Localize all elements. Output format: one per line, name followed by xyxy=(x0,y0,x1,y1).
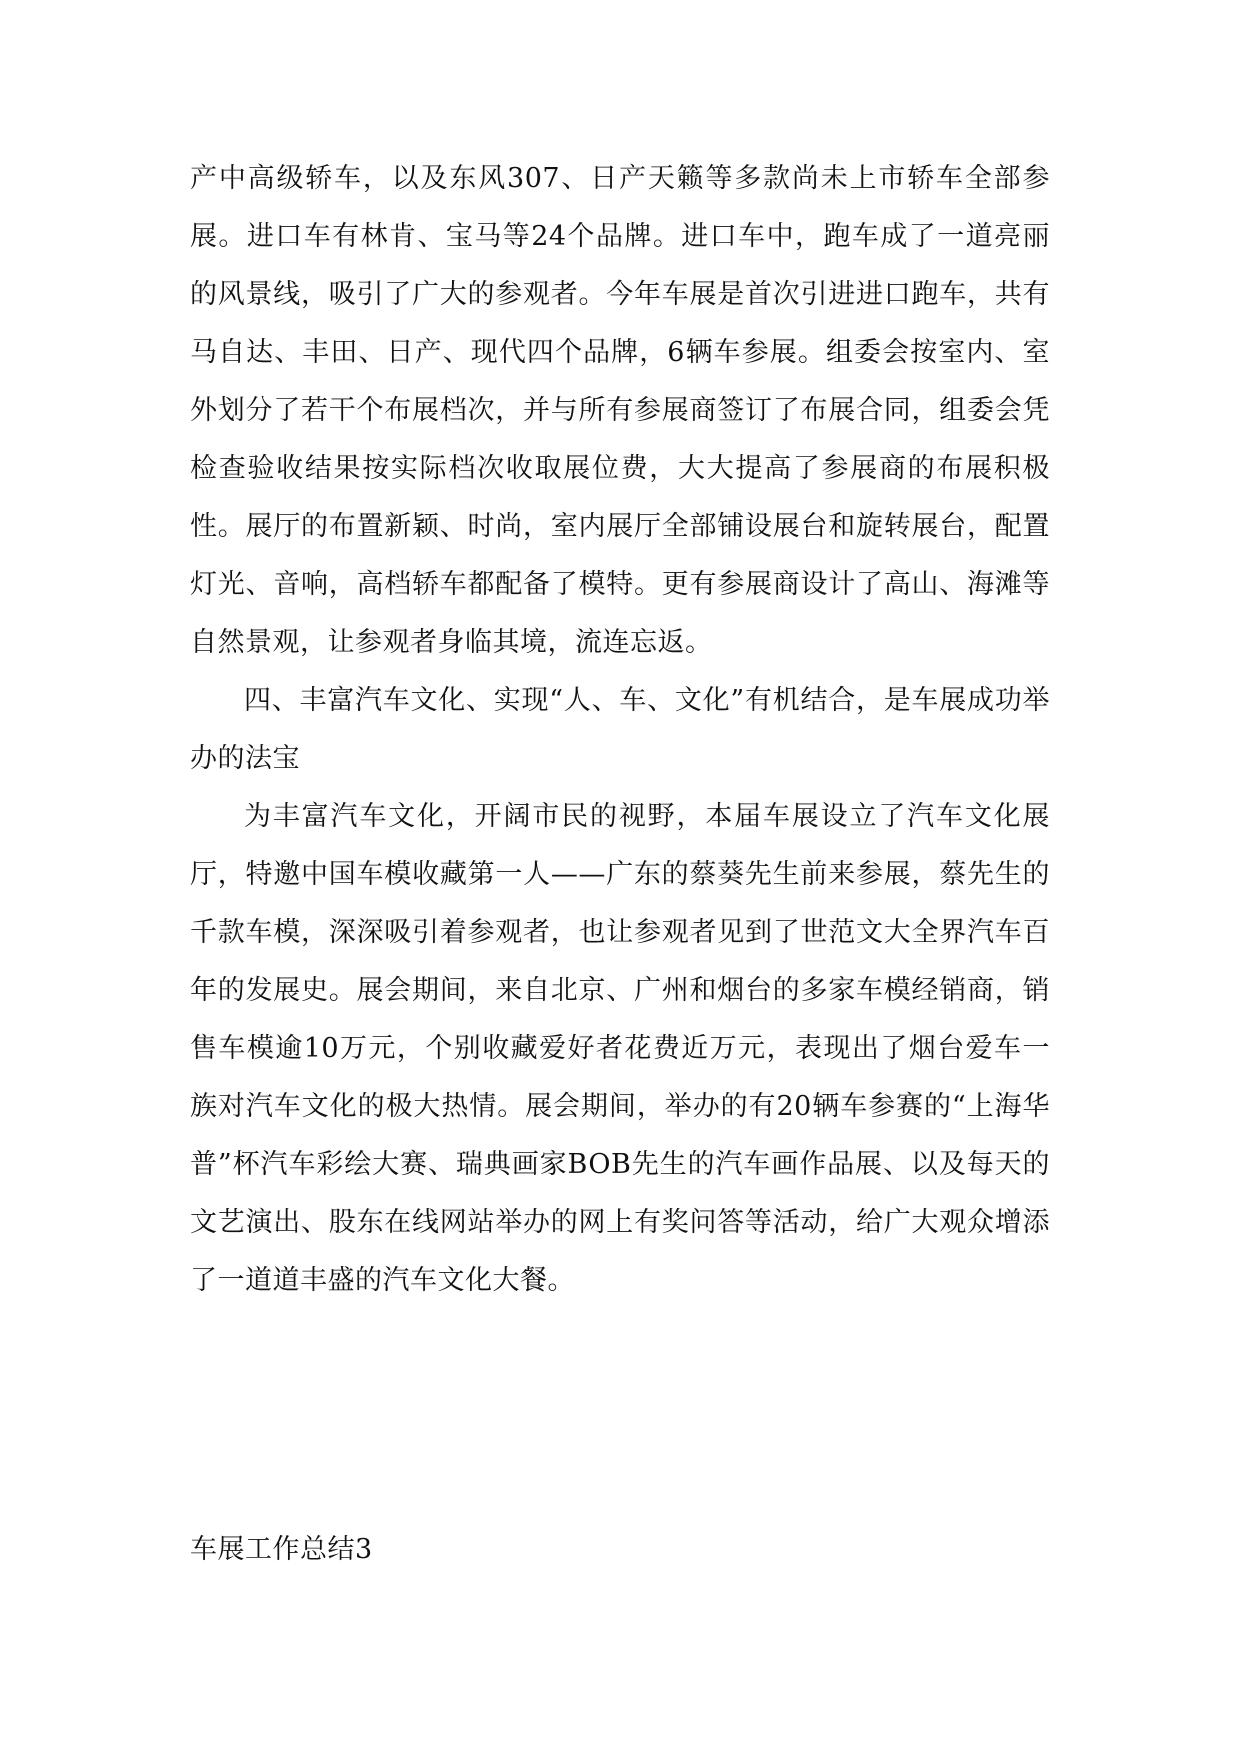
body-paragraph-car-culture: 为丰富汽车文化，开阔市民的视野，本届车展设立了汽车文化展厅，特邀中国车模收藏第一人——广东的蔡葵先生前来参展，蔡先生的千款车模，深深吸引着参观者，也让参观者见到了世范文大全界汽车百年的发展史。展会期间，来自北京、广州和烟台的多家车模经销商，销售车模逾10万元，个别收藏爱好者花费近万元，表现出了烟台爱车一族对汽车文化的极大热情。展会期间，举办的有20辆车参赛的“上海华普”杯汽车彩绘大赛、瑞典画家BOB先生的汽车画作品展、以及每天的文艺演出、股东在线网站举办的网上有奖问答等活动，给广大观众增添了一道道丰盛的汽车文化大餐。 xyxy=(190,801,1050,1296)
body-paragraph-exhibitors: 产中高级轿车，以及东风307、日产天籁等多款尚未上市轿车全部参展。进口车有林肯、宝马等24个品牌。进口车中，跑车成了一道亮丽的风景线，吸引了广大的参观者。今年车展是首次引进进口跑车，共有马自达、丰田、日产、现代四个品牌，6辆车参展。组委会按室内、室外划分了若干个布展档次，并与所有参展商签订了布展合同，组委会凭检查验收结果按实际档次收取展位费，大大提高了参展商的布展积极性。展厅的布置新颖、时尚，室内展厅全部铺设展台和旋转展台，配置灯光、音响，高档轿车都配备了模特。更有参展商设计了高山、海滩等自然景观，让参观者身临其境，流连忘返。 xyxy=(190,163,1050,658)
document-body xyxy=(190,150,1050,1310)
section-heading-car-culture: 四、丰富汽车文化、实现“人、车、文化”有机结合，是车展成功举办的法宝 xyxy=(190,685,1050,774)
next-section-title: 车展工作总结3 xyxy=(190,1534,373,1565)
